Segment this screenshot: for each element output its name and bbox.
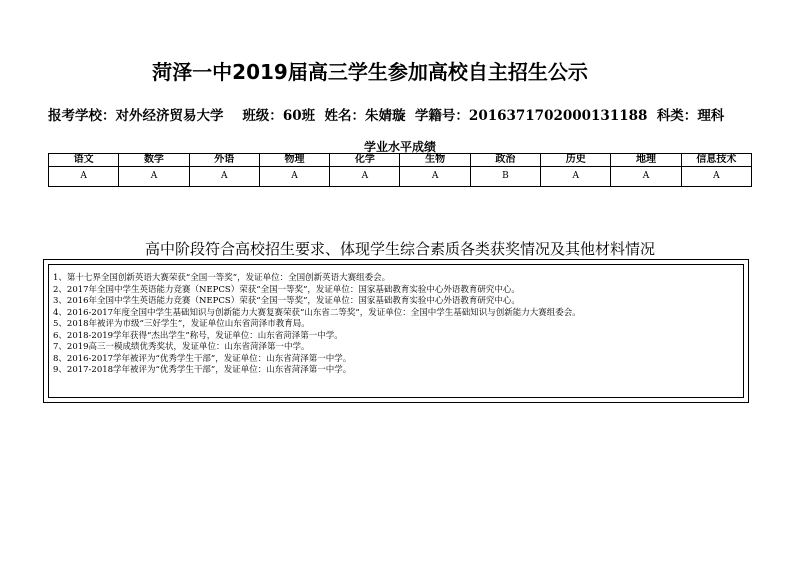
subject-header: 地理 — [611, 154, 681, 167]
page-title — [0, 56, 800, 85]
subject-header: 政治 — [470, 154, 540, 167]
school-label: 报考学校： — [48, 108, 116, 124]
name-label: 姓名： — [324, 108, 366, 124]
award-item: 8、2016-2017学年被评为“优秀学生干部”，发证单位：山东省菏泽第一中学。 — [53, 353, 352, 364]
award-item: 3、2016年全国中学生英语能力竞赛（NEPCS）荣获“全国一等奖”，发证单位：国家基础教育实验中心外语教育研究中心。 — [53, 296, 520, 306]
grade-cell: A — [49, 167, 119, 187]
subjects-row — [49, 154, 752, 167]
award-item: 2、2017年全国中学生英语能力竞赛（NEPCS）荣获“全国一等奖”，发证单位：国家基础教育实验中心外语教育研究中心。 — [53, 284, 520, 295]
subject-header: 物理 — [259, 154, 329, 167]
class-label: 班级： — [242, 108, 283, 124]
awards-inner-frame — [48, 264, 744, 398]
track-value: 理科 — [697, 108, 725, 124]
award-item: 1、第十七界全国创新英语大赛荣获“全国一等奖”，发证单位：全国创新英语大赛组委会。 — [53, 273, 391, 283]
grade-cell: A — [681, 167, 751, 187]
subject-header: 外语 — [189, 154, 259, 167]
subject-header: 历史 — [541, 154, 611, 167]
student-id-label: 学籍号： — [414, 108, 469, 124]
subject-header: 化学 — [330, 154, 400, 167]
awards-section-title: 高中阶段符合高校招生要求、体现学生综合素质各类获奖情况及其他材料情况 — [144, 240, 655, 258]
grade-cell: A — [119, 167, 189, 187]
grades-row — [49, 167, 752, 187]
grades-table — [48, 153, 752, 187]
class-value: 60班 — [282, 108, 316, 124]
grade-cell: B — [470, 167, 540, 187]
subject-header: 语文 — [49, 154, 119, 167]
page-title-text: 菏泽一中2019届高三学生参加高校自主招生公示 — [152, 60, 588, 84]
academic-section-title: 学业水平成绩 — [363, 140, 436, 154]
subject-header: 数学 — [119, 154, 189, 167]
school-value: 对外经济贸易大学 — [115, 108, 224, 124]
award-item: 6、2018-2019学年获得“杰出学生”称号，发证单位：山东省菏泽第一中学。 — [53, 330, 343, 341]
grade-cell: A — [541, 167, 611, 187]
awards-list — [49, 265, 743, 377]
track-label: 科类： — [656, 108, 698, 124]
awards-box — [43, 259, 749, 403]
subject-header: 信息技术 — [681, 154, 751, 167]
grade-cell: A — [400, 167, 470, 187]
student-id-value: 2016371702000131188 — [468, 108, 648, 124]
grade-cell: A — [611, 167, 681, 187]
grade-cell: A — [259, 167, 329, 187]
award-item: 7、2019高三一模成绩优秀奖状，发证单位：山东省菏泽第一中学。 — [53, 342, 310, 352]
subject-header: 生物 — [400, 154, 470, 167]
grade-cell: A — [189, 167, 259, 187]
award-item: 4、2016-2017年度全国中学生基础知识与创新能力大赛复赛荣获“山东省二等奖”，发证单位：全国中学生基础知识与创新能力大赛组委会。 — [53, 307, 581, 318]
award-item: 9、2017-2018学年被评为“优秀学生干部”，发证单位：山东省菏泽第一中学。 — [53, 365, 352, 375]
grade-cell: A — [330, 167, 400, 187]
name-value: 朱婧璇 — [365, 108, 406, 124]
student-info-line — [48, 104, 768, 124]
award-item: 5、2018年被评为市级“三好学生”，发证单位山东省菏泽市教育局。 — [53, 319, 310, 329]
